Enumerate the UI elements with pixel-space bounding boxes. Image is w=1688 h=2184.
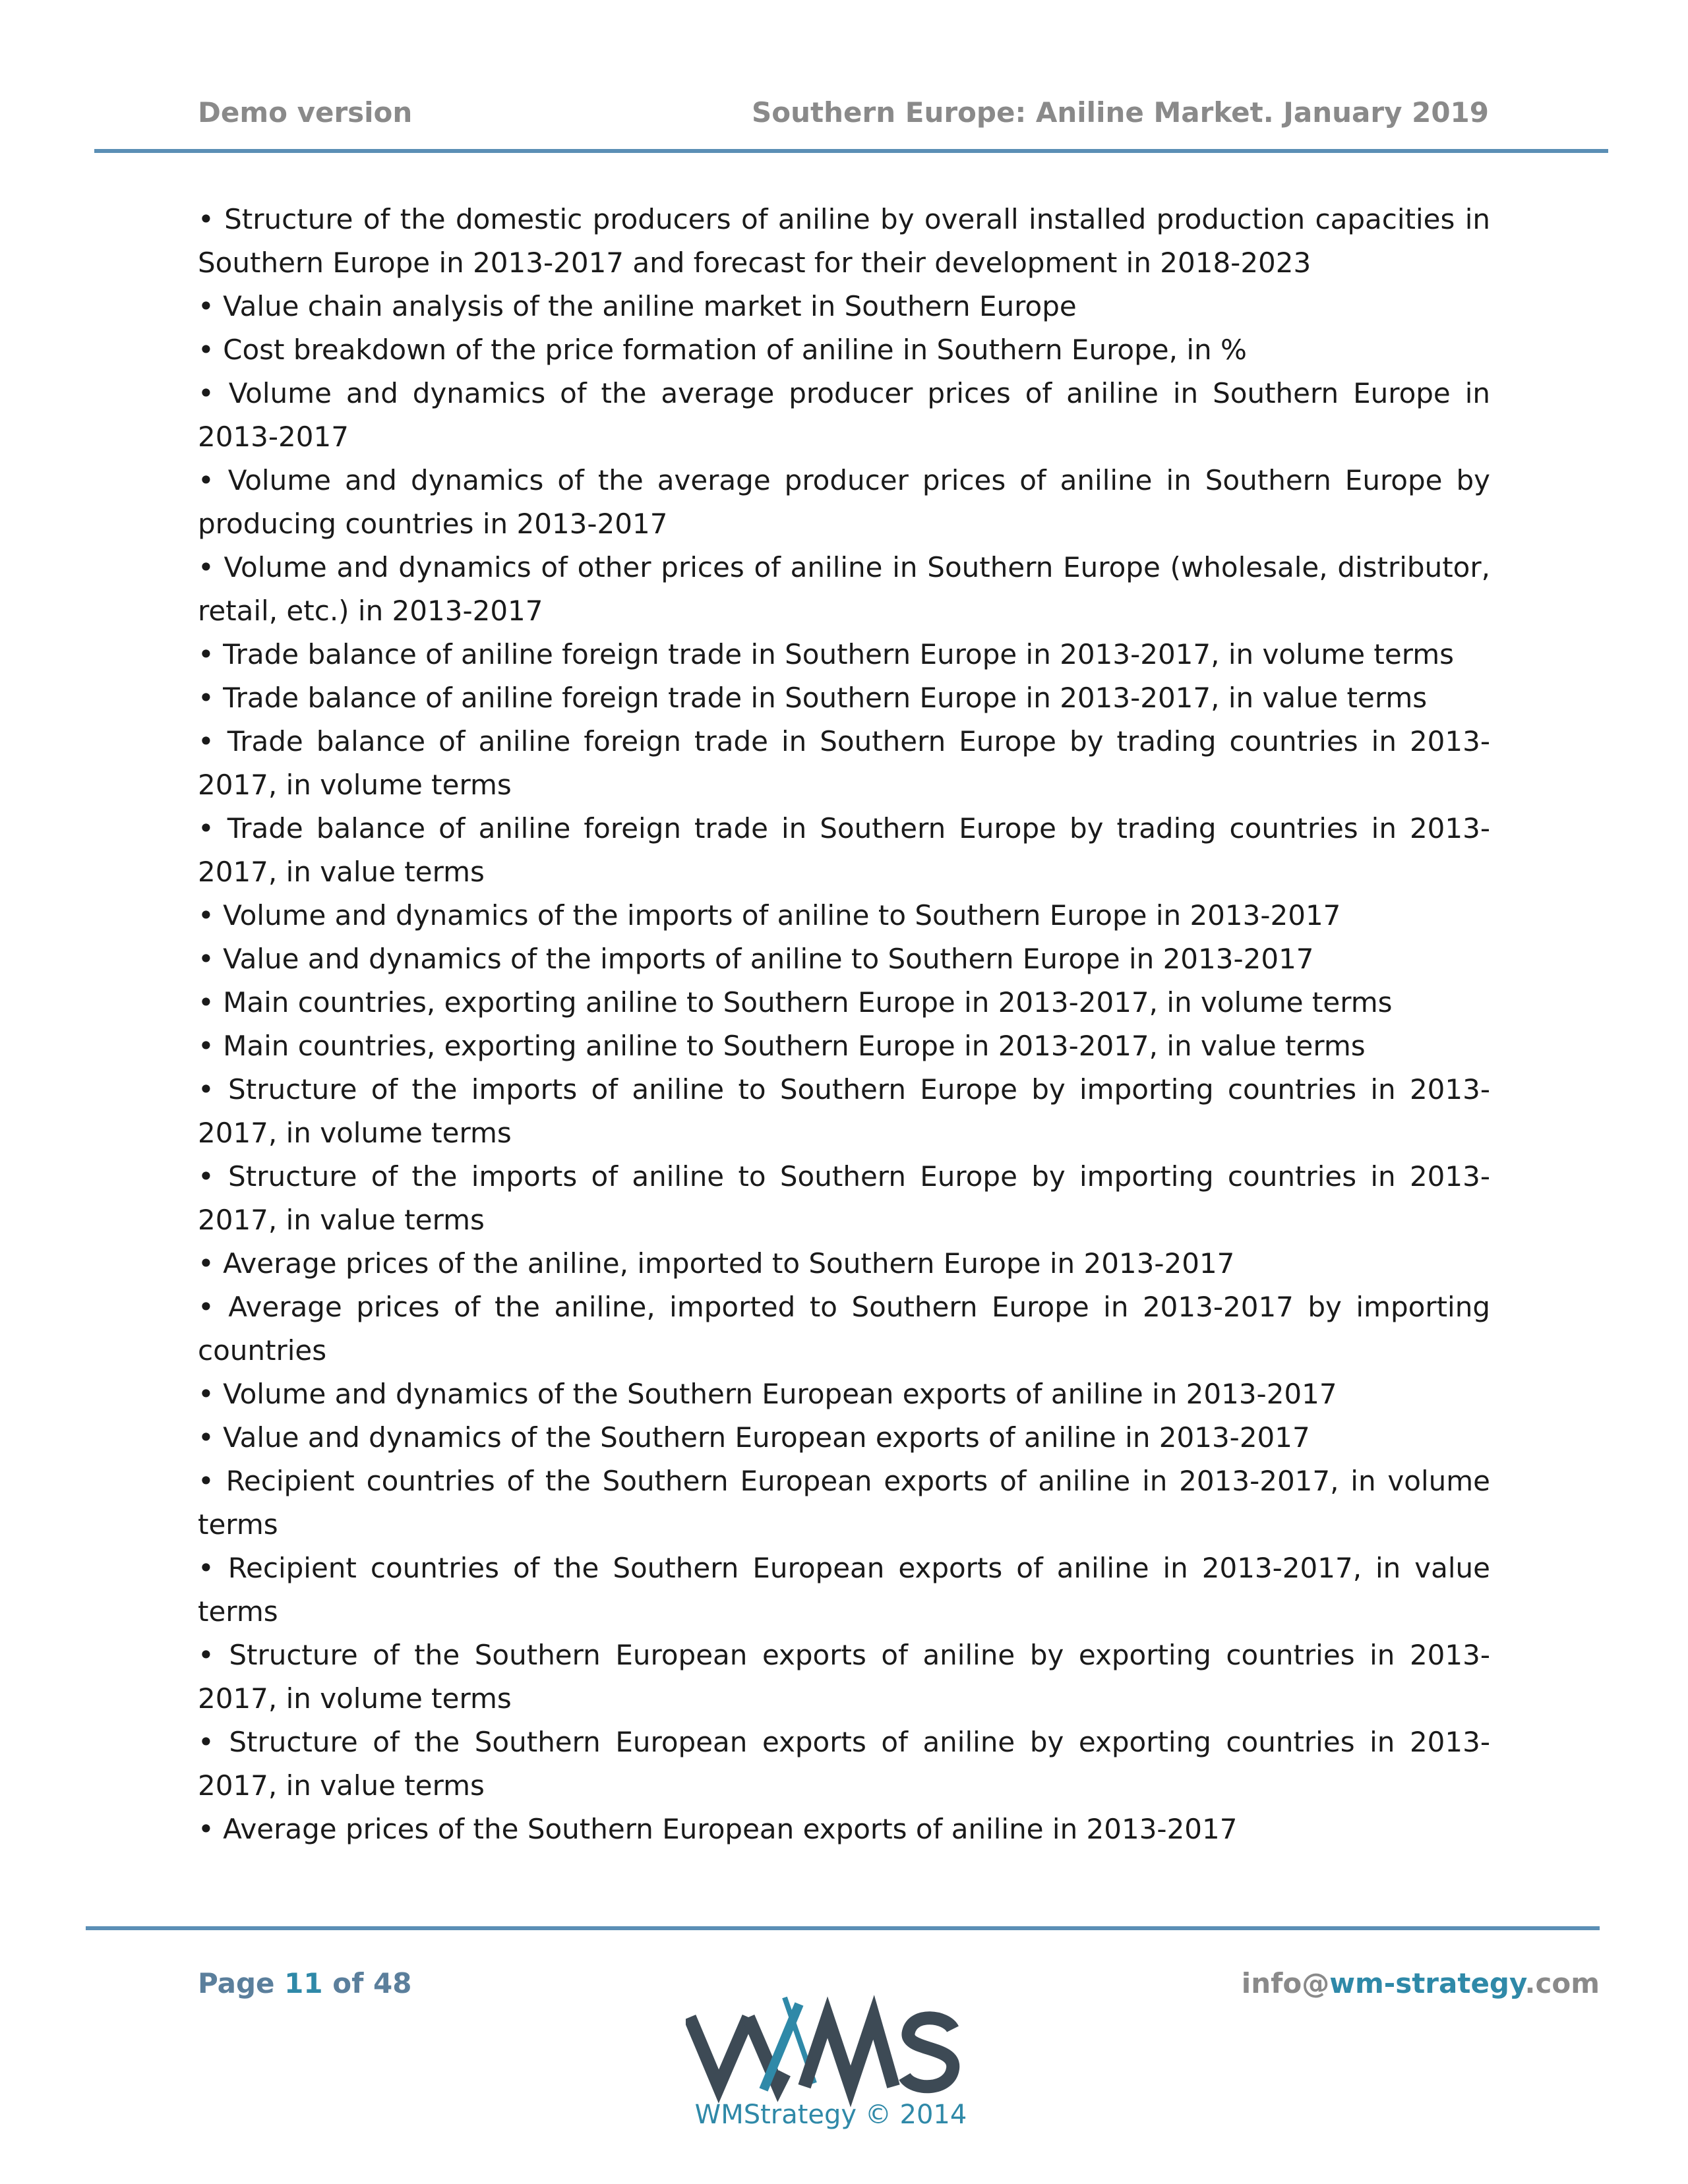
list-item: • Trade balance of aniline foreign trade in Southern Europe in 2013-2017, in value terms xyxy=(198,682,1428,714)
list-item: • Value and dynamics of the imports of aniline to Southern Europe in 2013-2017 xyxy=(198,943,1314,975)
page-number xyxy=(198,1967,411,1999)
list-item: • Structure of the Southern European exports of aniline by exporting countries in 2013-2017, in value terms xyxy=(198,1726,1490,1802)
report-title: Southern Europe: Aniline Market. January 2019 xyxy=(752,96,1489,129)
list-item: • Volume and dynamics of the imports of aniline to Southern Europe in 2013-2017 xyxy=(198,899,1341,931)
list-item: • Structure of the Southern European exports of aniline by exporting countries in 2013-2017, in volume terms xyxy=(198,1639,1490,1715)
contact-email[interactable] xyxy=(1242,1967,1600,1999)
list-item: • Volume and dynamics of other prices of aniline in Southern Europe (wholesale, distributor, retail, etc.) in 2013-2017 xyxy=(198,551,1490,627)
page-of: of xyxy=(322,1967,373,1999)
list-item: • Trade balance of aniline foreign trade in Southern Europe by trading countries in 2013-2017, in volume terms xyxy=(198,725,1490,801)
footer-divider xyxy=(86,1926,1600,1930)
list-item: • Average prices of the Southern European exports of aniline in 2013-2017 xyxy=(198,1813,1238,1845)
list-item: • Main countries, exporting aniline to Southern Europe in 2013-2017, in volume terms xyxy=(198,986,1393,1018)
list-item: • Trade balance of aniline foreign trade in Southern Europe by trading countries in 2013-2017, in value terms xyxy=(198,812,1490,888)
demo-version-label: Demo version xyxy=(198,96,413,129)
list-item: • Cost breakdown of the price formation of aniline in Southern Europe, in % xyxy=(198,334,1247,366)
list-item: • Recipient countries of the Southern European exports of aniline in 2013-2017, in volume terms xyxy=(198,1465,1490,1541)
list-item: • Structure of the imports of aniline to Southern Europe by importing countries in 2013-2017, in volume terms xyxy=(198,1073,1490,1149)
list-item: • Recipient countries of the Southern European exports of aniline in 2013-2017, in value terms xyxy=(198,1552,1490,1628)
list-item: • Structure of the domestic producers of aniline by overall installed production capacities in Southern Europe in 2013-2017 and forecast for their development in 2018-2023 xyxy=(198,203,1490,279)
contents-list xyxy=(198,198,1490,1851)
total-pages: 48 xyxy=(373,1967,412,1999)
current-page: 11 xyxy=(284,1967,323,1999)
email-user: info@ xyxy=(1241,1967,1330,1999)
wms-logo xyxy=(686,1978,963,2110)
list-item: • Main countries, exporting aniline to Southern Europe in 2013-2017, in value terms xyxy=(198,1030,1366,1062)
copyright: WMStrategy © 2014 xyxy=(694,2100,967,2130)
header-divider xyxy=(94,149,1608,153)
list-item: • Average prices of the aniline, imported to Southern Europe in 2013-2017 xyxy=(198,1247,1235,1280)
list-item: • Structure of the imports of aniline to Southern Europe by importing countries in 2013-2017, in value terms xyxy=(198,1160,1490,1236)
list-item: • Value and dynamics of the Southern European exports of aniline in 2013-2017 xyxy=(198,1421,1310,1454)
page-header xyxy=(198,96,1489,136)
list-item: • Volume and dynamics of the Southern European exports of aniline in 2013-2017 xyxy=(198,1378,1337,1410)
email-domain: wm-strategy xyxy=(1329,1967,1525,1999)
page-prefix: Page xyxy=(198,1967,285,1999)
list-item: • Trade balance of aniline foreign trade in Southern Europe in 2013-2017, in volume terms xyxy=(198,638,1455,670)
email-tld: .com xyxy=(1524,1967,1600,1999)
list-item: • Average prices of the aniline, imported to Southern Europe in 2013-2017 by importing countries xyxy=(198,1291,1490,1367)
list-item: • Volume and dynamics of the average producer prices of aniline in Southern Europe in 2013-2017 xyxy=(198,377,1490,453)
list-item: • Value chain analysis of the aniline market in Southern Europe xyxy=(198,290,1077,322)
list-item: • Volume and dynamics of the average producer prices of aniline in Southern Europe by producing countries in 2013-2017 xyxy=(198,464,1490,540)
